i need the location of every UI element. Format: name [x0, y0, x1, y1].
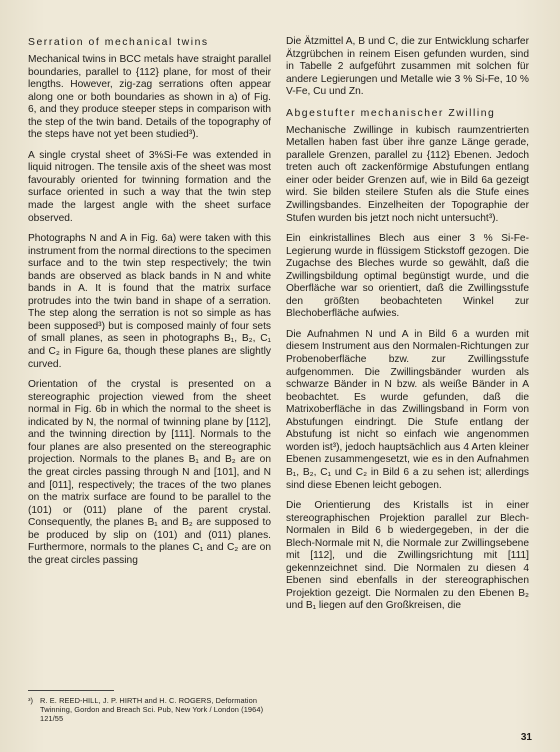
- german-column: [286, 36, 529, 621]
- paragraph-german-2: Ein einkristallines Blech aus einer 3 % Si-Fe-Legierung wurde in flüssigem Stickstoff gezogen. Die Zugachse des Bleches wurde so gewählt, daß die Zwillingsbildung optimal begünstigt wurde, und die Oberfläche war so orientiert, daß die Zwillingsstufe den größten beobachteten Winkel zur Blechoberfläche aufwies.: [286, 233, 529, 320]
- english-column: [28, 36, 271, 575]
- paragraph-german-4: Die Orientierung des Kristalls ist in einer stereographischen Projektion parallel zur Blech-Normalen in Bild 6 b wiedergegeben, in der die Blech-Normale mit N, die Normale zur Zwillingsebene mit [112], und die Zwillingsrichtung mit [111] gekennzeichnet sind. Die Normalen zu diesen 4 Ebenen sind ebenfalls in der stereographischen Projektion gezeigt. Die Normalen zu den Ebenen B₂ und B₁ liegen auf den Großkreisen, die: [286, 500, 529, 612]
- footnote: [28, 696, 271, 724]
- section-heading-english: Serration of mechanical twins: [28, 37, 209, 48]
- paragraph-english-1: Mechanical twins in BCC metals have straight parallel boundaries, parallel to {112} plane, for most of their lengths. However, zig-zag serrations often appear along one or both boundaries as shown in a) of Fig. 6, and they produce steeper steps in comparison with the step of the twin band. Details of the topography of the steps have not yet been studied³).: [28, 54, 271, 141]
- paragraph-german-3: Die Aufnahmen N und A in Bild 6 a wurden mit diesem Instrument aus den Normalen-Richtungen zur Probenoberfläche bzw. zur Zwillingsstufe aufgenommen. Die Zwillingsbänder wurden als schwarze Bänder in N bzw. als weiße Bänder in A beobachtet. Es wurde gefunden, daß die Matrixoberfläche in das Zwillingsband in Form von Abstufungen eindringt. Die Stufe entlang der Abstufung ist nicht so einfach wie angenommen worden ist³), jedoch hauptsächlich aus 4 Arten kleiner Ebenen zusammengesetzt, wie es in den Aufnahmen B₁, B₂, C₁ und C₂ in Bild 6 a zu sehen ist; allerdings sind diese Ebenen leicht gebogen.: [286, 328, 529, 491]
- paragraph-german-1: Mechanische Zwillinge in kubisch raumzentrierten Metallen haben fast über ihre ganze Länge gerade, parallele Grenzen, parallel zu {112} Ebenen. Jedoch treten auch oft zackenförmige Abstufungen entlang einer oder beider Grenzen auf, wie in Bild 6a gezeigt wird. Sie bilden steilere Stufen als die Stufe eines Zwillingsbandes. Einzelheiten der Topographie der Stufen wurden bis jetzt noch nicht untersucht³).: [286, 124, 529, 224]
- page-number: 31: [520, 732, 532, 743]
- footnote-divider: [28, 690, 114, 691]
- footnote-text: R. E. REED-HILL, J. P. HIRTH and H. C. ROGERS, Deformation Twinning, Gordon and Breach Sci. Pub, New York / London (1964) 121/55: [40, 696, 264, 724]
- paragraph-german-intro: Die Ätzmittel A, B und C, die zur Entwicklung scharfer Ätzgrübchen in reinem Eisen gefunden wurden, sind in Tabelle 2 aufgeführt zusammen mit solchen für andere Legierungen und Metalle wie 3 % Si-Fe, 10 % V-Fe, Cu und Zn.: [286, 36, 529, 98]
- section-heading-german: Abgestufter mechanischer Zwilling: [286, 107, 496, 119]
- paragraph-english-3: Photographs N and A in Fig. 6a) were taken with this instrument from the normal directions to the specimen surface and to the twin step respectively; the twin bands are observed as black bands in N and white bands in A. It is found that the matrix surface protrudes into the twin band in shape of a serration. The step along the serration is not so simple as has been supposed³) but is composed mainly of four sets of small planes, as seen in photographs B₁, B₂, C₁ and C₂ in Figure 6a, though these planes are slightly curved.: [28, 233, 271, 370]
- paragraph-english-2: A single crystal sheet of 3%Si-Fe was extended in liquid nitrogen. The tensile axis of the sheet was most favourably oriented for twinning formation and the surface oriented in such a way that the twin step made the largest angle with the sheet surface observed.: [28, 149, 271, 224]
- paragraph-english-4: Orientation of the crystal is presented on a stereographic projection viewed from the sheet normal in Fig. 6b in which the normal to the sheet is indicated by N, the normal of twinning plane by [112], and the twinning direction by [111]. Normals to the four planes are also presented on the stereographic projection. Normals to the planes B₁ and B₂ are on the great circles passing through N and [101], and N and [011], respectively; the traces of the two planes on the matrix surface are found to be parallel to the (101) or (011) plane of the parent crystal. Consequently, the planes B₁ and B₂ are supposed to be produced by slip on (101) and (011) planes. Furthermore, normals to the planes C₁ and C₂ are on the great circles passing: [28, 379, 271, 566]
- footnote-marker: ³): [28, 696, 34, 705]
